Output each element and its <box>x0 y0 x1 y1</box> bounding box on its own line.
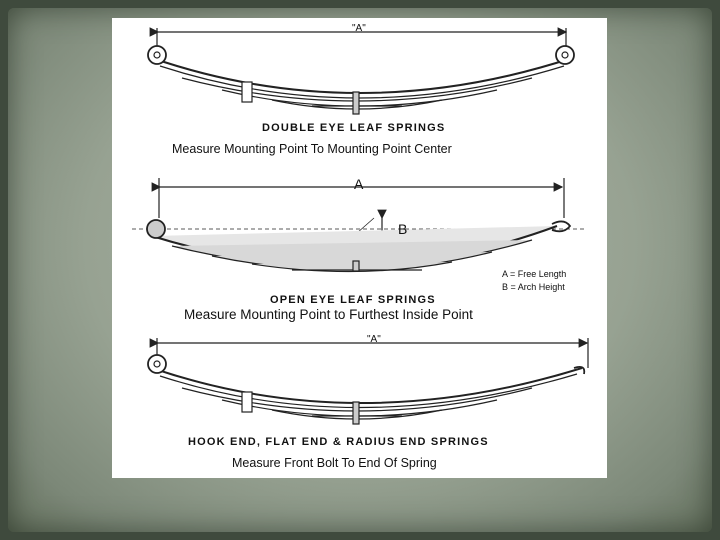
double-eye-heading: DOUBLE EYE LEAF SPRINGS <box>262 122 446 134</box>
double-eye-caption: Measure Mounting Point To Mounting Point Center <box>172 142 452 156</box>
open-eye-spring <box>132 178 587 272</box>
double-eye-spring <box>148 28 574 114</box>
hook-end-spring <box>148 338 588 424</box>
center-bolt <box>353 402 359 424</box>
spring-eye-left <box>147 220 165 238</box>
spring-eye-right <box>556 46 574 64</box>
legend-arch-height: B = Arch Height <box>502 282 565 292</box>
dimension-label-b: B <box>398 221 408 237</box>
dimension-label-a: A <box>354 176 364 192</box>
center-bolt <box>353 261 359 271</box>
rebound-clip <box>242 82 252 102</box>
main-leaf <box>152 368 582 403</box>
spring-eye-left <box>148 46 166 64</box>
rebound-clip <box>242 392 252 412</box>
dimension-label-a: "A" <box>367 334 381 345</box>
legend-free-length: A = Free Length <box>502 269 567 279</box>
diagram-panel <box>112 18 607 478</box>
open-eye-heading: OPEN EYE LEAF SPRINGS <box>270 294 436 306</box>
dimension-label-a: "A" <box>352 23 366 34</box>
spring-eye-left <box>148 355 166 373</box>
leaf-springs-illustration <box>112 18 607 478</box>
center-bolt <box>353 92 359 114</box>
open-eye-caption: Measure Mounting Point to Furthest Inside Point <box>184 307 473 322</box>
hook-end-caption: Measure Front Bolt To End Of Spring <box>232 456 437 470</box>
main-leaf <box>152 58 572 93</box>
hook-end-heading: HOOK END, FLAT END & RADIUS END SPRINGS <box>188 436 489 448</box>
